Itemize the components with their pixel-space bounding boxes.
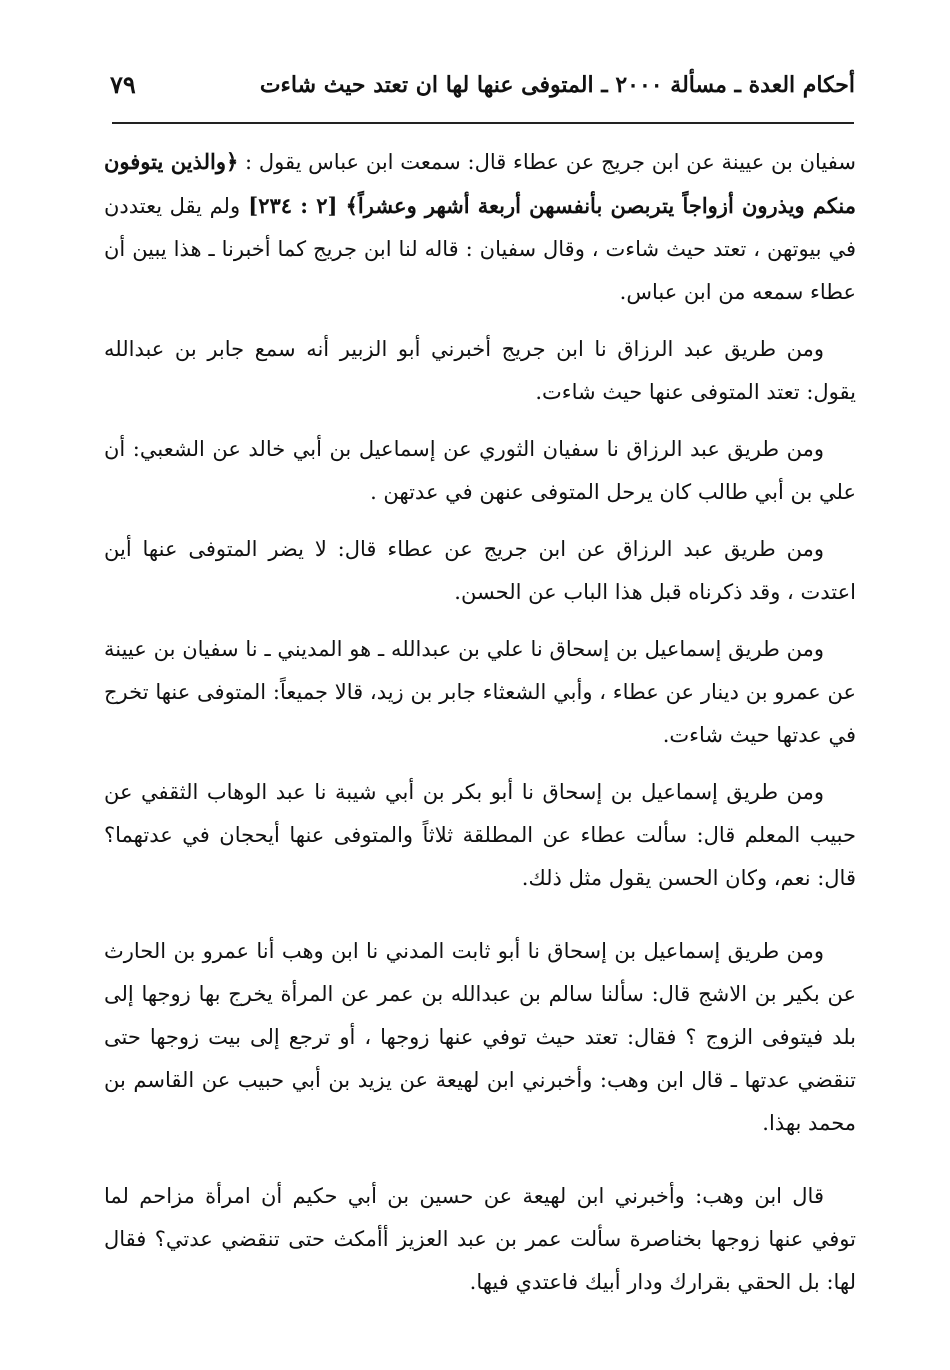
running-header [110,68,855,108]
main-text [104,140,856,1318]
paragraph-1-rest: ولم يقل يعتددن في بيوتهن ، تعتد حيث شاءت ، وقال سفيان : قاله لنا ابن جريج كما أخبرنا ـ هذا يبين أن عطاء سمعه من ابن عباس. [104,194,856,304]
quran-quote: ﴿والذين يتوفون منكم ويذرون أزواجاً يتربصن بأنفسهن أربعة أشهر وعشراً﴾ [104,149,857,218]
paragraph-1 [104,140,856,314]
header-title: أحكام العدة ـ مسألة ٢٠٠٠ ـ المتوفى عنها لها ان تعتد حيث شاءت [259,72,855,98]
verse-reference: [٢ : ٢٣٤] [240,193,346,218]
paragraph-2: ومن طريق عبد الرزاق نا ابن جريج أخبرني أبو الزبير أنه سمع جابر بن عبدالله يقول: تعتد المتوفى عنها حيث شاءت. [104,337,856,404]
header-divider [112,122,854,124]
paragraph-5: ومن طريق إسماعيل بن إسحاق نا علي بن عبدالله ـ هو المديني ـ نا سفيان بن عيينة عن عمرو بن دينار عن عطاء ، وأبي الشعثاء جابر بن زيد، قالا جميعاً: المتوفى عنها تخرج في عدتها حيث شاءت. [104,637,856,747]
page-number: ٧٩ [110,70,136,99]
paragraph-8: قال ابن وهب: وأخبرني ابن لهيعة عن حسين بن أبي حكيم أن امرأة مزاحم لما توفي عنها زوجها بخناصرة سألت عمر بن عبد العزيز أأمكث حتى تنقضي عدتي؟ فقال لها: بل الحقي بقرارك ودار أبيك فاعتدي فيها. [104,1184,856,1294]
paragraph-7: ومن طريق إسماعيل بن إسحاق نا أبو ثابت المدني نا ابن وهب أنا عمرو بن الحارث عن بكير بن الاشج قال: سألنا سالم بن عبدالله بن عمر عن المرأة يخرج بها زوجها إلى بلد فيتوفى الزوج ؟ فقال: تعتد حيث توفي عنها زوجها ، أو ترجع إلى بيت زوجها حتى تنقضي عدتها ـ قال ابن وهب: وأخبرني ابن لهيعة عن يزيد بن أبي حبيب عن القاسم بن محمد بهذا. [104,939,856,1135]
paragraph-3: ومن طريق عبد الرزاق نا سفيان الثوري عن إسماعيل بن أبي خالد عن الشعبي: أن علي بن أبي طالب كان يرحل المتوفى عنهن في عدتهن . [104,437,856,504]
paragraph-4: ومن طريق عبد الرزاق عن ابن جريج عن عطاء قال: لا يضر المتوفى عنها أين اعتدت ، وقد ذكرناه قبل هذا الباب عن الحسن. [104,537,856,604]
paragraph-6: ومن طريق إسماعيل بن إسحاق نا أبو بكر بن أبي شيبة نا عبد الوهاب الثقفي عن حبيب المعلم قال: سألت عطاء عن المطلقة ثلاثاً والمتوفى عنها أيحجان في عدتهما؟ قال: نعم، وكان الحسن يقول مثل ذلك. [104,780,856,890]
paragraph-1-intro: سفيان بن عيينة عن ابن جريج عن عطاء قال: سمعت ابن عباس يقول : [238,150,856,174]
